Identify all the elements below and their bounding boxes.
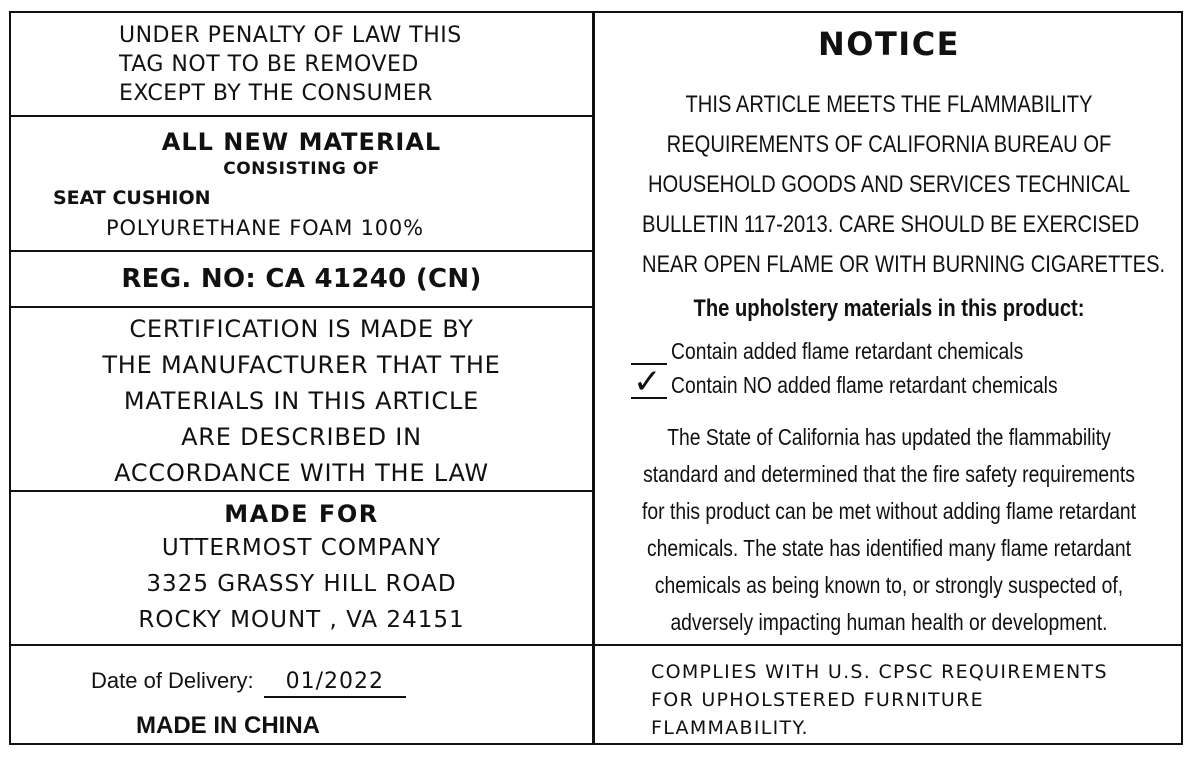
state-statement-line: chemicals as being known to, or strongly suspected of, [654,572,1124,598]
notice-title: NOTICE [817,25,961,63]
made-for-section [11,492,592,644]
compliance-section [595,646,1183,743]
notice-section [595,13,1183,646]
law-label-tag [9,11,1183,745]
company-street: 3325 GRASSY HILL ROAD [146,571,457,597]
law-notice-line: UNDER PENALTY OF LAW THIS [119,23,462,48]
delivery-label: Date of Delivery: [91,668,254,693]
law-notice-line: EXCEPT BY THE CONSUMER [119,81,433,106]
notice-body-line: REQUIREMENTS OF CALIFORNIA BUREAU OF [666,131,1112,158]
certification-section [11,308,592,490]
state-statement-line: The State of California has updated the flammability [667,424,1111,450]
material-heading: ALL NEW MATERIAL [161,128,442,156]
option-no-added-chemicals [631,362,1131,402]
notice-body [595,85,1183,285]
certification-line: THE MANUFACTURER THAT THE [102,351,501,379]
compliance-line: FOR UPHOLSTERED FURNITURE [651,689,984,711]
compliance-line: FLAMMABILITY. [651,717,809,739]
notice-body-line: BULLETIN 117-2013. CARE SHOULD BE EXERCISED [642,211,1140,238]
delivery-row [91,668,406,698]
state-statement-line: for this product can be met without adding flame retardant [642,498,1137,524]
upholstery-heading: The upholstery materials in this product: [693,295,1085,322]
material-component: SEAT CUSHION [53,187,211,209]
state-statement-line: adversely impacting human health or development. [670,609,1108,635]
certification-line: ARE DESCRIBED IN [181,423,422,451]
option-added-chemicals [631,335,1090,365]
checkbox-blank [631,335,667,365]
law-notice-section [11,13,592,115]
made-for-heading: MADE FOR [224,500,379,528]
registration-section [11,252,592,306]
state-statement [595,419,1183,641]
delivery-date: 01/2022 [264,669,406,698]
material-subheading: CONSISTING OF [223,159,380,179]
material-composition: POLYURETHANE FOAM 100% [106,216,424,240]
notice-body-line: THIS ARTICLE MEETS THE FLAMMABILITY [685,91,1093,118]
certification-line: CERTIFICATION IS MADE BY [129,315,474,343]
company-name: UTTERMOST COMPANY [161,535,442,561]
registration-number: REG. NO: CA 41240 (CN) [121,264,482,294]
checkbox-checked [631,362,667,402]
company-city: ROCKY MOUNT , VA 24151 [138,607,465,633]
certification-line: ACCORDANCE WITH THE LAW [114,459,489,487]
certification-line: MATERIALS IN THIS ARTICLE [123,387,480,415]
country-of-origin: MADE IN CHINA [136,712,320,739]
state-statement-line: chemicals. The state has identified many flame retardant [647,535,1131,561]
checkmark-icon: ✓ [633,362,662,402]
delivery-section [11,646,592,743]
upholstery-heading-block [595,295,1183,323]
notice-body-line: HOUSEHOLD GOODS AND SERVICES TECHNICAL [647,171,1131,198]
material-section [11,117,592,250]
option-label: Contain added flame retardant chemicals [671,338,1024,364]
notice-body-line: NEAR OPEN FLAME OR WITH BURNING CIGARETTES. [642,251,1166,278]
law-notice-line: TAG NOT TO BE REMOVED [119,52,419,77]
compliance-line: COMPLIES WITH U.S. CPSC REQUIREMENTS [651,661,1108,683]
option-label: Contain NO added flame retardant chemicals [671,372,1058,398]
state-statement-line: standard and determined that the fire safety requirements [643,461,1135,487]
